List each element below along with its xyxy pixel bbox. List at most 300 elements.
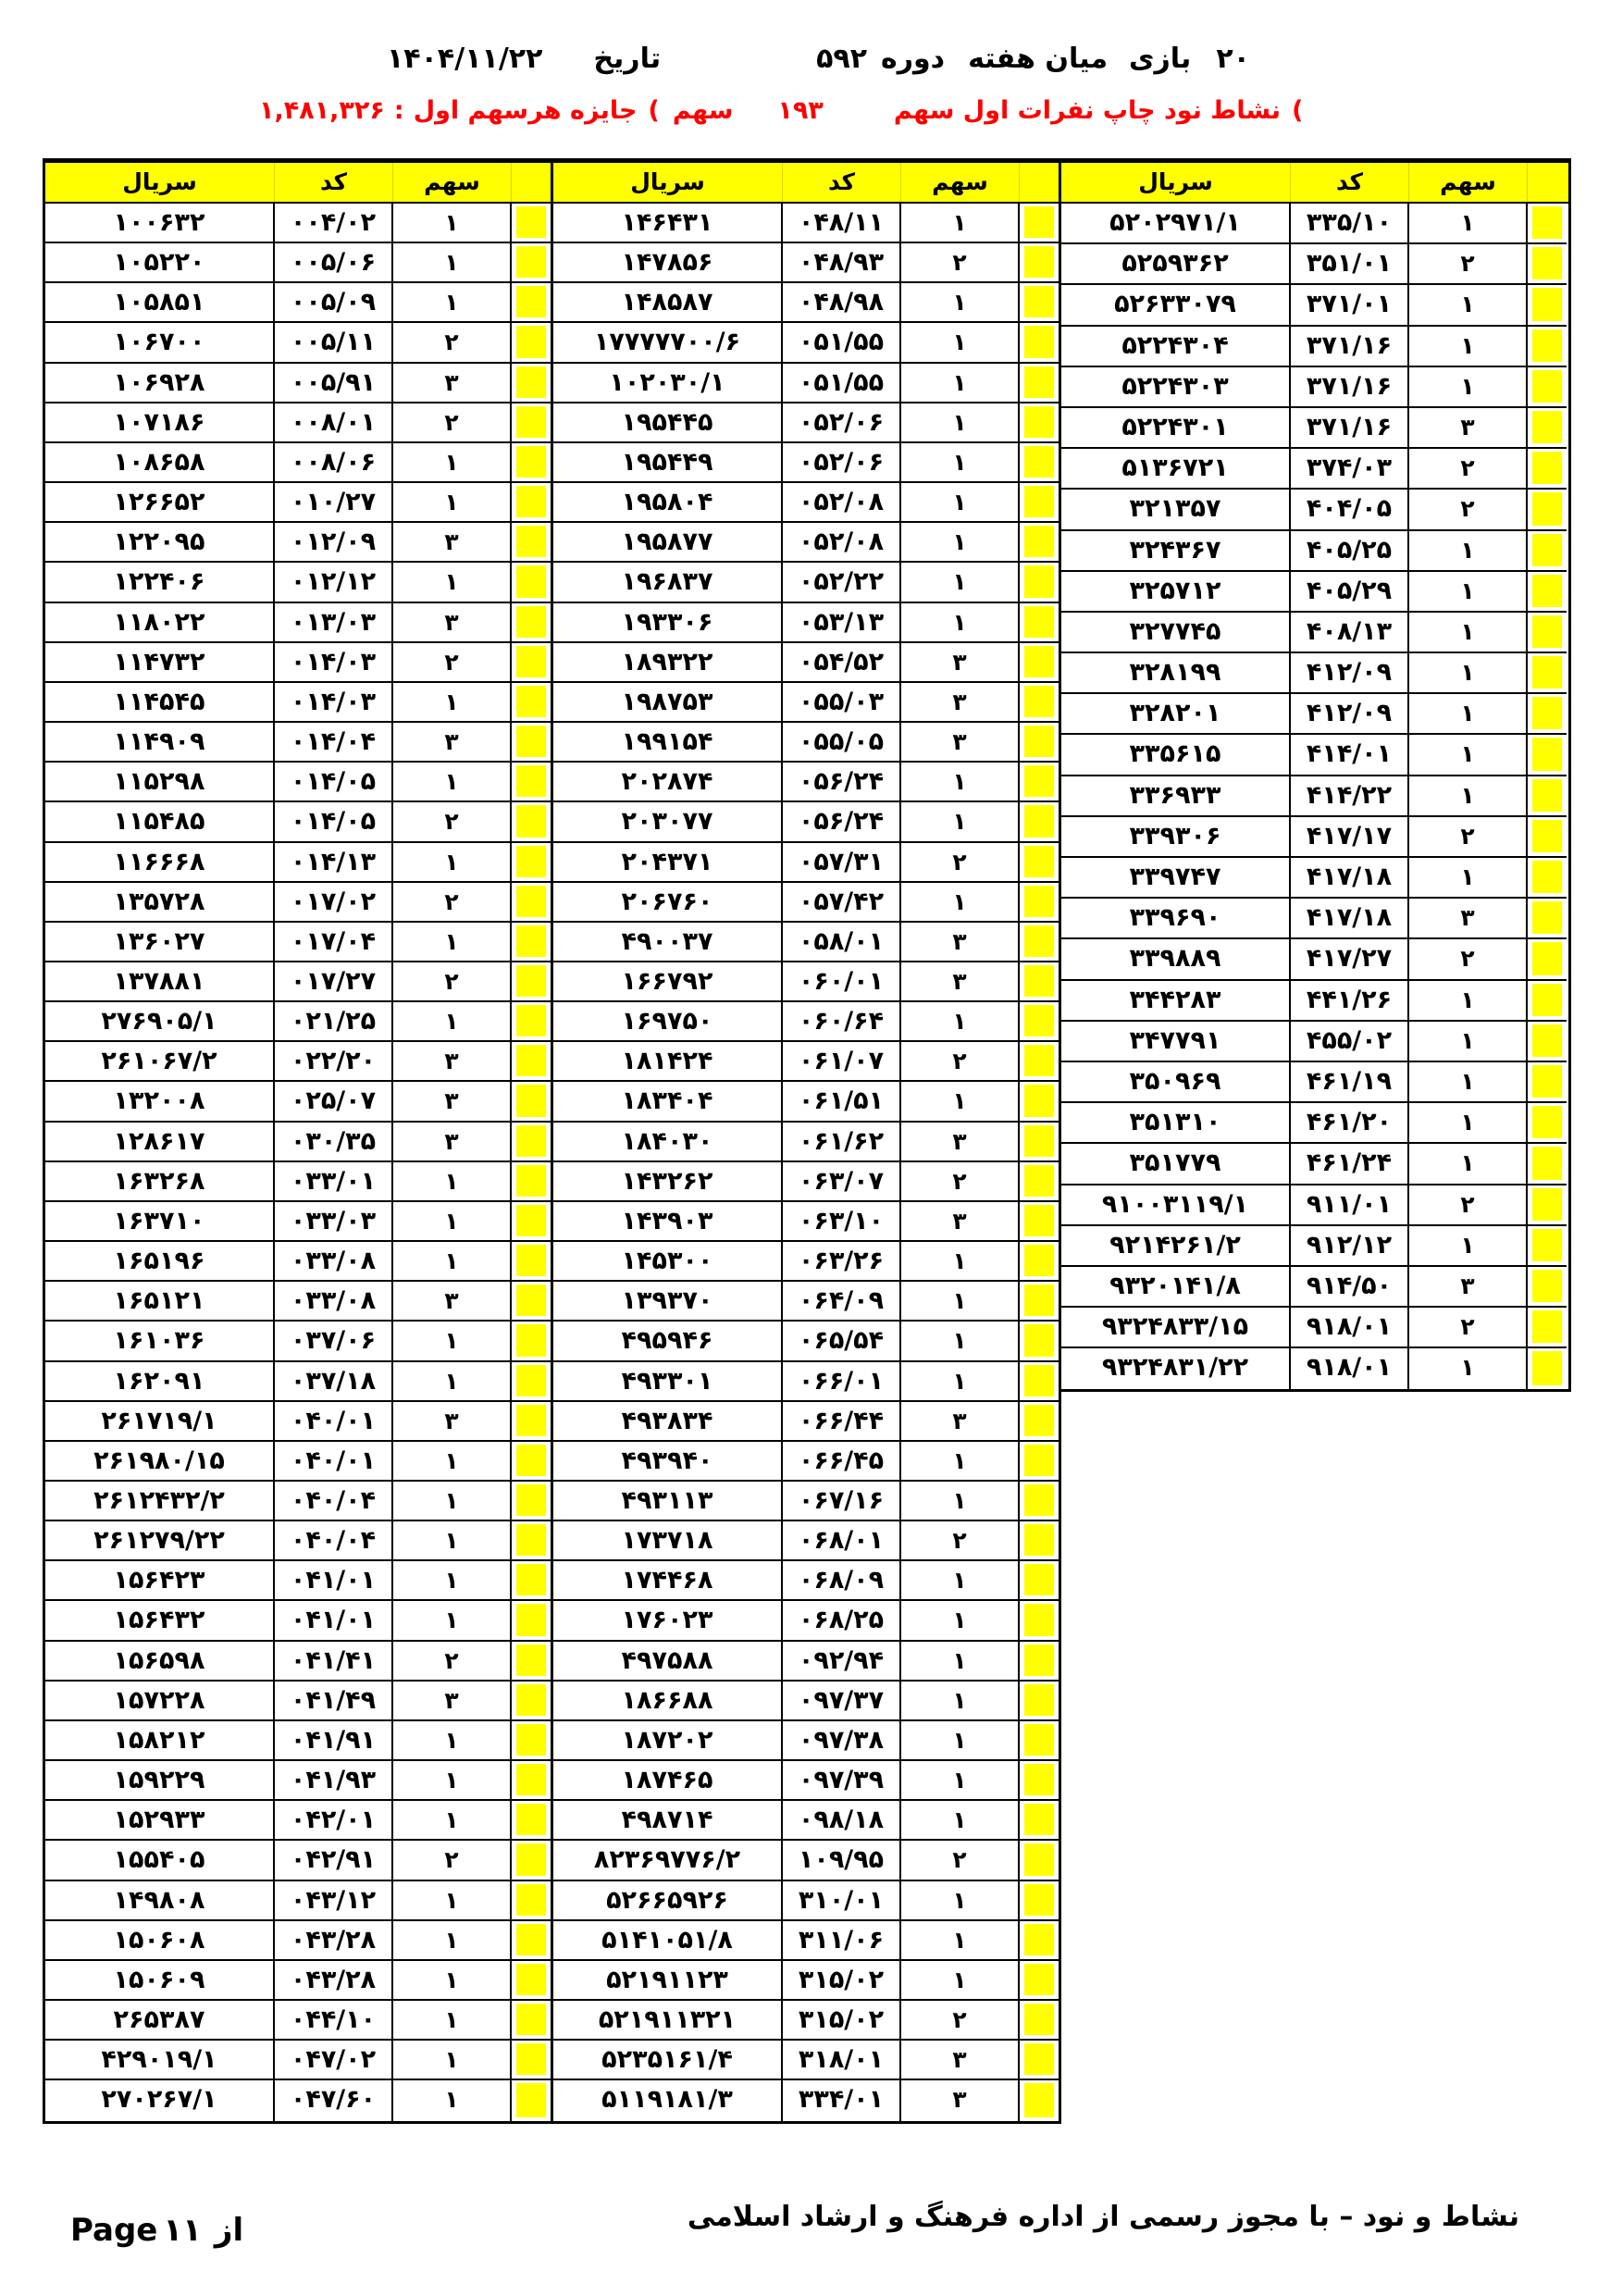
separator-cell xyxy=(1020,802,1059,842)
table-row xyxy=(1061,1062,1568,1103)
separator-fill xyxy=(516,206,546,238)
table-row xyxy=(45,403,551,443)
code-cell: ۳۱۰/۰۱ xyxy=(783,1881,901,1921)
table-row xyxy=(1061,1103,1568,1144)
separator-cell xyxy=(512,1601,551,1641)
separator-fill xyxy=(1532,779,1562,812)
code-cell: ۰۵۸/۰۱ xyxy=(783,923,901,962)
share-cell: ۱ xyxy=(901,1322,1020,1361)
table-row xyxy=(45,603,551,643)
separator-cell xyxy=(512,1362,551,1402)
separator-fill xyxy=(516,1405,546,1436)
separator-cell xyxy=(512,883,551,923)
share-cell: ۳ xyxy=(393,364,512,403)
code-cell: ۳۱۵/۰۲ xyxy=(783,2001,901,2041)
separator-fill xyxy=(516,1604,546,1635)
serial-column-header: سريال xyxy=(45,163,275,202)
separator-cell xyxy=(1020,843,1059,883)
separator-fill xyxy=(1532,656,1562,689)
table-row xyxy=(1061,572,1568,613)
subtitle-print-label: نشاط نود چاپ نفرات اول سهم xyxy=(893,96,1282,125)
table-row xyxy=(45,1482,551,1521)
share-cell: ۳ xyxy=(393,1123,512,1162)
share-cell: ۱ xyxy=(901,1082,1020,1122)
serial-cell: ۳۵۱۳۱۰ xyxy=(1061,1103,1291,1144)
separator-fill xyxy=(1532,206,1562,239)
separator-fill xyxy=(1532,820,1562,852)
share-cell: ۱ xyxy=(393,2041,512,2080)
code-cell: ۰۴۲/۰۱ xyxy=(275,1801,393,1841)
separator-fill xyxy=(1024,1165,1054,1197)
code-cell: ۰۱۴/۰۳ xyxy=(275,683,393,723)
table-row xyxy=(45,1841,551,1880)
separator-fill xyxy=(1024,805,1054,837)
serial-cell: ۱۲۶۶۵۲ xyxy=(45,483,275,523)
separator-fill xyxy=(516,1445,546,1476)
serial-cell: ۳۳۹۶۹۰ xyxy=(1061,899,1291,939)
serial-cell: ۱۸۴۰۳۰ xyxy=(553,1123,783,1162)
share-cell: ۱ xyxy=(901,1921,1020,1961)
separator-fill xyxy=(1024,925,1054,957)
separator-column-header xyxy=(512,163,551,202)
table-row xyxy=(1061,653,1568,694)
code-cell: ۰۶۳/۲۶ xyxy=(783,1242,901,1282)
share-cell: ۲ xyxy=(393,802,512,842)
serial-cell: ۱۱۴۷۳۲ xyxy=(45,643,275,683)
serial-cell: ۱۳۲۰۰۸ xyxy=(45,1082,275,1122)
serial-cell: ۱۹۹۱۵۴ xyxy=(553,723,783,763)
separator-fill xyxy=(1024,1405,1054,1436)
separator-cell xyxy=(512,1162,551,1202)
separator-fill xyxy=(516,1843,546,1875)
separator-cell xyxy=(1528,244,1567,285)
table-row xyxy=(1061,858,1568,899)
share-cell: ۱ xyxy=(901,323,1020,363)
code-cell: ۹۱۴/۵۰ xyxy=(1291,1267,1409,1308)
separator-fill xyxy=(1532,575,1562,607)
serial-cell: ۲۶۱۷۱۹/۱ xyxy=(45,1402,275,1442)
separator-fill xyxy=(1532,942,1562,974)
code-cell: ۹۱۸/۰۱ xyxy=(1291,1308,1409,1348)
serial-cell: ۹۳۲۰۱۴۱/۸ xyxy=(1061,1267,1291,1308)
code-cell: ۰۶۶/۰۱ xyxy=(783,1362,901,1402)
title-period-value: ۵۹۲ xyxy=(816,43,868,75)
table-row xyxy=(553,243,1059,283)
serial-cell: ۳۲۱۳۵۷ xyxy=(1061,490,1291,530)
table-header-row xyxy=(1061,163,1568,204)
code-cell: ۳۷۱/۱۶ xyxy=(1291,408,1409,449)
separator-cell xyxy=(512,723,551,763)
serial-cell: ۱۰۲۰۳۰/۱ xyxy=(553,364,783,403)
serial-cell: ۱۰۸۶۵۸ xyxy=(45,443,275,483)
serial-cell: ۱۵۸۲۱۲ xyxy=(45,1721,275,1761)
serial-cell: ۱۸۷۲۰۲ xyxy=(553,1721,783,1761)
separator-fill xyxy=(516,1644,546,1676)
separator-cell xyxy=(1020,1841,1059,1880)
code-cell: ۰۵۷/۴۲ xyxy=(783,883,901,923)
separator-cell xyxy=(512,403,551,443)
serial-cell: ۳۴۴۲۸۳ xyxy=(1061,981,1291,1022)
separator-cell xyxy=(1528,572,1567,613)
serial-cell: ۱۰۵۲۲۰ xyxy=(45,243,275,283)
separator-fill xyxy=(516,606,546,638)
share-cell: ۱ xyxy=(901,403,1020,443)
results-table-left xyxy=(43,158,553,2124)
code-cell: ۴۱۲/۰۹ xyxy=(1291,694,1409,735)
separator-cell xyxy=(1020,563,1059,602)
subtitle-paren-outer: ( xyxy=(1292,96,1304,125)
share-cell: ۳ xyxy=(1409,899,1528,939)
table-row xyxy=(553,1123,1059,1162)
serial-cell: ۱۸۱۴۲۴ xyxy=(553,1042,783,1082)
separator-cell xyxy=(1020,1202,1059,1242)
table-row xyxy=(553,1881,1059,1921)
separator-fill xyxy=(1024,1964,1054,1995)
serial-cell: ۱۷۷۷۷۷۰۰/۶ xyxy=(553,323,783,363)
separator-cell xyxy=(1020,443,1059,483)
share-cell: ۱ xyxy=(1409,981,1528,1022)
table-row xyxy=(45,523,551,563)
share-cell: ۱ xyxy=(1409,1226,1528,1267)
share-cell: ۱ xyxy=(393,683,512,723)
separator-fill xyxy=(516,646,546,677)
serial-cell: ۳۲۸۲۰۱ xyxy=(1061,694,1291,735)
table-row xyxy=(553,1042,1059,1082)
table-row xyxy=(45,1881,551,1921)
serial-cell: ۱۷۶۰۲۳ xyxy=(553,1601,783,1641)
separator-fill xyxy=(1024,1005,1054,1036)
separator-fill xyxy=(1024,1205,1054,1236)
table-row xyxy=(1061,367,1568,408)
serial-cell: ۴۹۳۳۰۱ xyxy=(553,1362,783,1402)
serial-cell: ۱۴۵۳۰۰ xyxy=(553,1242,783,1282)
table-row xyxy=(553,1961,1059,2001)
table-row xyxy=(553,1801,1059,1841)
serial-cell: ۱۰۰۶۳۲ xyxy=(45,204,275,243)
code-cell: ۰۶۴/۰۹ xyxy=(783,1282,901,1322)
share-cell: ۱ xyxy=(901,1682,1020,1721)
code-column-header: کد xyxy=(1291,163,1409,202)
separator-cell xyxy=(1528,490,1567,530)
table-row xyxy=(553,1202,1059,1242)
separator-cell xyxy=(512,523,551,563)
table-row xyxy=(45,204,551,243)
separator-fill xyxy=(516,1964,546,1995)
separator-fill xyxy=(1024,1804,1054,1835)
separator-fill xyxy=(1024,446,1054,478)
separator-fill xyxy=(516,886,546,917)
code-cell: ۰۱۷/۲۷ xyxy=(275,962,393,1002)
code-cell: ۴۴۱/۲۶ xyxy=(1291,981,1409,1022)
separator-cell xyxy=(1528,1144,1567,1185)
table-row xyxy=(553,364,1059,403)
code-cell: ۰۱۳/۰۳ xyxy=(275,603,393,643)
code-cell: ۴۱۷/۲۷ xyxy=(1291,939,1409,980)
table-row xyxy=(553,483,1059,523)
share-cell: ۱ xyxy=(901,1561,1020,1601)
table-row xyxy=(45,1521,551,1561)
separator-cell xyxy=(1528,735,1567,776)
share-cell: ۳ xyxy=(393,1682,512,1721)
separator-fill xyxy=(1024,1764,1054,1795)
separator-fill xyxy=(1024,1884,1054,1916)
serial-cell: ۱۵۹۲۲۹ xyxy=(45,1761,275,1801)
serial-cell: ۴۹۳۹۴۰ xyxy=(553,1442,783,1482)
share-cell: ۳ xyxy=(393,603,512,643)
separator-fill xyxy=(516,1045,546,1076)
code-cell: ۰۵۲/۰۸ xyxy=(783,483,901,523)
share-cell: ۱ xyxy=(1409,1022,1528,1062)
table-row xyxy=(45,1402,551,1442)
title-period-label: دوره xyxy=(881,43,946,75)
table-row xyxy=(45,802,551,842)
separator-fill xyxy=(516,1005,546,1036)
serial-cell: ۱۲۲۰۹۵ xyxy=(45,523,275,563)
share-cell: ۱ xyxy=(901,1601,1020,1641)
serial-cell: ۴۹۳۸۳۴ xyxy=(553,1402,783,1442)
separator-fill xyxy=(516,1205,546,1236)
table-row xyxy=(45,1162,551,1202)
serial-cell: ۲۷۶۹۰۵/۱ xyxy=(45,1002,275,1042)
share-cell: ۳ xyxy=(393,723,512,763)
code-cell: ۰۱۲/۰۹ xyxy=(275,523,393,563)
separator-cell xyxy=(512,243,551,283)
share-cell: ۳ xyxy=(901,2041,1020,2080)
code-cell: ۰۶۰/۰۱ xyxy=(783,962,901,1002)
serial-cell: ۱۰۷۱۸۶ xyxy=(45,403,275,443)
share-cell: ۱ xyxy=(901,763,1020,802)
share-cell: ۱ xyxy=(1409,613,1528,653)
table-row xyxy=(1061,1022,1568,1062)
serial-cell: ۵۲۳۵۱۶۱/۴ xyxy=(553,2041,783,2080)
serial-cell: ۱۹۸۷۵۳ xyxy=(553,683,783,723)
share-cell: ۱ xyxy=(393,204,512,243)
table-row xyxy=(1061,490,1568,530)
serial-cell: ۴۹۸۷۱۴ xyxy=(553,1801,783,1841)
code-cell: ۰۰۵/۹۱ xyxy=(275,364,393,403)
separator-cell xyxy=(512,923,551,962)
table-row xyxy=(1061,613,1568,653)
serial-cell: ۱۹۳۳۰۶ xyxy=(553,603,783,643)
separator-cell xyxy=(1020,723,1059,763)
separator-cell xyxy=(1020,364,1059,403)
separator-fill xyxy=(1024,1125,1054,1157)
serial-cell: ۱۱۵۲۹۸ xyxy=(45,763,275,802)
serial-cell: ۱۶۳۷۱۰ xyxy=(45,1202,275,1242)
serial-cell: ۱۳۷۸۸۱ xyxy=(45,962,275,1002)
separator-fill xyxy=(516,1285,546,1316)
separator-fill xyxy=(516,2083,546,2116)
separator-fill xyxy=(1024,1245,1054,1276)
table-row xyxy=(45,1761,551,1801)
share-cell: ۱ xyxy=(393,1881,512,1921)
separator-cell xyxy=(1020,1242,1059,1282)
serial-cell: ۱۷۳۷۱۸ xyxy=(553,1521,783,1561)
serial-cell: ۲۰۲۸۷۴ xyxy=(553,763,783,802)
separator-fill xyxy=(516,805,546,837)
code-cell: ۴۱۷/۱۷ xyxy=(1291,817,1409,858)
separator-cell xyxy=(1020,1162,1059,1202)
table-row xyxy=(45,2001,551,2041)
results-table-middle xyxy=(551,158,1061,2124)
serial-cell: ۱۵۰۶۰۸ xyxy=(45,1921,275,1961)
share-cell: ۱ xyxy=(1409,1144,1528,1185)
separator-fill xyxy=(1532,1270,1562,1302)
separator-cell xyxy=(1528,1022,1567,1062)
share-cell: ۲ xyxy=(393,1642,512,1682)
serial-cell: ۳۲۷۷۴۵ xyxy=(1061,613,1291,653)
table-row xyxy=(1061,1348,1568,1389)
separator-cell xyxy=(1528,817,1567,858)
share-cell: ۱ xyxy=(901,1721,1020,1761)
separator-fill xyxy=(516,2004,546,2035)
table-row xyxy=(1061,776,1568,817)
serial-cell: ۵۱۴۱۰۵۱/۸ xyxy=(553,1921,783,1961)
separator-cell xyxy=(512,1242,551,1282)
separator-fill xyxy=(1024,1843,1054,1875)
serial-cell: ۱۶۲۰۹۱ xyxy=(45,1362,275,1402)
serial-cell: ۵۱۱۹۱۸۱/۳ xyxy=(553,2080,783,2120)
separator-cell xyxy=(1528,1348,1567,1389)
table-row xyxy=(553,843,1059,883)
serial-cell: ۱۹۵۸۷۷ xyxy=(553,523,783,563)
table-row xyxy=(45,1801,551,1841)
share-cell: ۱ xyxy=(393,2001,512,2041)
separator-fill xyxy=(516,565,546,597)
code-cell: ۰۶۱/۵۱ xyxy=(783,1082,901,1122)
separator-fill xyxy=(1532,1024,1562,1057)
separator-fill xyxy=(516,1684,546,1716)
table-row xyxy=(45,1682,551,1721)
separator-cell xyxy=(1528,1267,1567,1308)
code-cell: ۰۲۱/۲۵ xyxy=(275,1002,393,1042)
separator-cell xyxy=(1020,1921,1059,1961)
code-cell: ۰۰۵/۰۹ xyxy=(275,283,393,323)
serial-cell: ۱۲۸۶۱۷ xyxy=(45,1123,275,1162)
serial-cell: ۴۹۷۵۸۸ xyxy=(553,1642,783,1682)
code-cell: ۰۰۵/۰۶ xyxy=(275,243,393,283)
serial-cell: ۲۰۳۰۷۷ xyxy=(553,802,783,842)
share-cell: ۱ xyxy=(1409,572,1528,613)
code-cell: ۰۵۲/۰۸ xyxy=(783,523,901,563)
share-column-header: سهم xyxy=(1409,163,1528,202)
code-cell: ۰۵۱/۵۵ xyxy=(783,323,901,363)
code-cell: ۰۶۵/۵۴ xyxy=(783,1322,901,1361)
serial-cell: ۵۲۶۳۳۰۷۹ xyxy=(1061,285,1291,326)
separator-fill xyxy=(1532,984,1562,1016)
share-cell: ۳ xyxy=(393,1282,512,1322)
serial-cell: ۱۳۹۳۷۰ xyxy=(553,1282,783,1322)
subtitle-prize-label: جایزه هرسهم اول xyxy=(413,96,638,125)
serial-cell: ۱۱۶۶۶۸ xyxy=(45,843,275,883)
separator-cell xyxy=(1528,408,1567,449)
serial-cell: ۱۵۶۴۲۳ xyxy=(45,1561,275,1601)
code-cell: ۰۴۰/۰۱ xyxy=(275,1402,393,1442)
table-row xyxy=(553,962,1059,1002)
separator-cell xyxy=(1528,899,1567,939)
separator-cell xyxy=(1020,1482,1059,1521)
table-row xyxy=(553,403,1059,443)
serial-cell: ۲۶۱۹۸۰/۱۵ xyxy=(45,1442,275,1482)
share-cell: ۱ xyxy=(901,1482,1020,1521)
license-text: نشاط و نود – با مجوز رسمی از اداره فرهنگ و ارشاد اسلامی xyxy=(687,2201,1519,2233)
separator-fill xyxy=(1532,861,1562,893)
separator-fill xyxy=(516,1365,546,1396)
separator-cell xyxy=(1020,962,1059,1002)
serial-cell: ۱۸۹۳۲۲ xyxy=(553,643,783,683)
separator-fill xyxy=(516,2043,546,2075)
separator-fill xyxy=(1532,615,1562,648)
serial-cell: ۱۲۲۴۰۶ xyxy=(45,563,275,602)
share-cell: ۳ xyxy=(393,1042,512,1082)
separator-cell xyxy=(512,2001,551,2041)
share-cell: ۱ xyxy=(393,1761,512,1801)
separator-fill xyxy=(1024,486,1054,517)
code-cell: ۰۰۴/۰۲ xyxy=(275,204,393,243)
code-column-header: کد xyxy=(783,163,901,202)
share-cell: ۱ xyxy=(393,1482,512,1521)
serial-cell: ۱۱۴۹۰۹ xyxy=(45,723,275,763)
code-cell: ۰۴۱/۴۱ xyxy=(275,1642,393,1682)
share-cell: ۱ xyxy=(901,283,1020,323)
code-cell: ۰۵۶/۲۴ xyxy=(783,802,901,842)
code-cell: ۹۱۲/۱۲ xyxy=(1291,1226,1409,1267)
separator-fill xyxy=(1532,1065,1562,1098)
code-cell: ۳۳۴/۰۱ xyxy=(783,2080,901,2120)
serial-cell: ۱۵۲۹۳۳ xyxy=(45,1801,275,1841)
code-cell: ۰۲۵/۰۷ xyxy=(275,1082,393,1122)
separator-fill xyxy=(1024,406,1054,438)
serial-cell: ۱۵۶۵۹۸ xyxy=(45,1642,275,1682)
separator-cell xyxy=(1020,1721,1059,1761)
code-cell: ۰۶۶/۴۵ xyxy=(783,1442,901,1482)
separator-cell xyxy=(512,283,551,323)
share-cell: ۲ xyxy=(1409,1185,1528,1226)
share-cell: ۱ xyxy=(393,483,512,523)
separator-fill xyxy=(516,246,546,278)
table-row xyxy=(553,2001,1059,2041)
share-cell: ۳ xyxy=(901,923,1020,962)
separator-fill xyxy=(1024,1724,1054,1756)
code-cell: ۰۰۸/۰۱ xyxy=(275,403,393,443)
code-cell: ۰۰۵/۱۱ xyxy=(275,323,393,363)
table-row xyxy=(1061,981,1568,1022)
table-row xyxy=(553,1282,1059,1322)
serial-cell: ۵۲۵۹۳۶۲ xyxy=(1061,244,1291,285)
share-cell: ۳ xyxy=(901,723,1020,763)
table-row xyxy=(1061,1226,1568,1267)
separator-fill xyxy=(1532,411,1562,443)
separator-cell xyxy=(512,1801,551,1841)
code-cell: ۰۴۰/۰۴ xyxy=(275,1482,393,1521)
separator-cell xyxy=(512,1482,551,1521)
serial-cell: ۳۵۱۷۷۹ xyxy=(1061,1144,1291,1185)
separator-fill xyxy=(516,1125,546,1157)
serial-cell: ۳۳۶۹۳۳ xyxy=(1061,776,1291,817)
separator-fill xyxy=(1024,1564,1054,1595)
table-row xyxy=(553,1442,1059,1482)
code-cell: ۰۴۱/۰۱ xyxy=(275,1601,393,1641)
results-table-right xyxy=(1059,158,1571,1392)
separator-cell xyxy=(512,1881,551,1921)
share-cell: ۱ xyxy=(393,1362,512,1402)
separator-fill xyxy=(1532,901,1562,934)
separator-fill xyxy=(516,925,546,957)
separator-cell xyxy=(512,1642,551,1682)
code-cell: ۰۵۶/۲۴ xyxy=(783,763,901,802)
separator-fill xyxy=(1024,1045,1054,1076)
serial-cell: ۳۲۵۷۱۲ xyxy=(1061,572,1291,613)
